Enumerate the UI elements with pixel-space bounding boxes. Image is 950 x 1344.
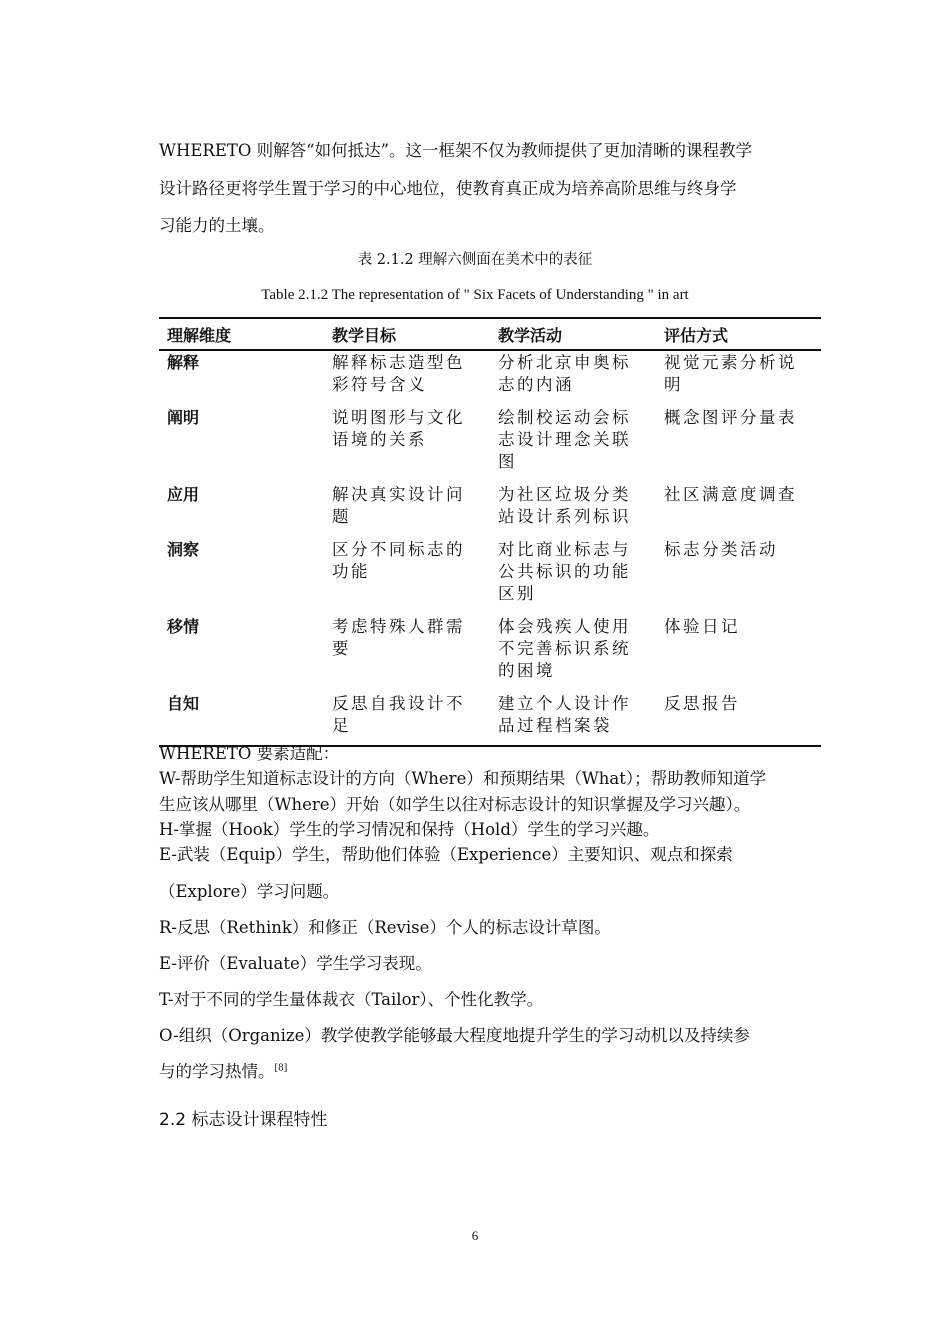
- intro-line-3: 习能力的土壤。: [159, 216, 275, 235]
- intro-line-2: 设计路径更将学生置于学习的中心地位，使教育真正成为培养高阶思维与终身学: [159, 179, 737, 198]
- cell-assessment: 社区满意度调查: [664, 485, 797, 504]
- header-activity: 教学活动: [490, 318, 656, 350]
- header-dimension: 理解维度: [159, 318, 324, 350]
- whereto-e1-line-2: （Explore）学习问题。: [159, 882, 340, 901]
- table-header-row: [159, 318, 821, 350]
- whereto-h-line: H-掌握（Hook）学生的学习情况和保持（Hold）学生的学习兴趣。: [159, 820, 660, 839]
- header-assessment: 评估方式: [656, 318, 821, 350]
- cell-activity: 体会残疾人使用不完善标识系统的困境: [498, 617, 631, 680]
- whereto-r-line: R-反思（Rethink）和修正（Revise）个人的标志设计草图。: [159, 918, 611, 937]
- page-number: 6: [471, 1228, 479, 1243]
- six-facets-table: [159, 317, 821, 747]
- whereto-o-line-2: 与的学习热情。: [159, 1062, 275, 1081]
- whereto-w-line-1: W-帮助学生知道标志设计的方向（Where）和预期结果（What）；帮助教师知道学: [159, 769, 767, 788]
- cell-goal: 考虑特殊人群需要: [332, 617, 465, 658]
- cell-dimension: 解释: [167, 353, 200, 372]
- whereto-w-line-2: 生应该从哪里（Where）开始（如学生以往对标志设计的知识掌握及学习兴趣）。: [159, 795, 751, 814]
- cell-dimension: 阐明: [167, 408, 200, 427]
- cell-activity: 绘制校运动会标志设计理念关联图: [498, 408, 631, 471]
- section-heading: 2.2 标志设计课程特性: [159, 1110, 328, 1130]
- cell-assessment: 反思报告: [656, 692, 821, 746]
- whereto-e2-line: E-评价（Evaluate）学生学习表现。: [159, 954, 432, 973]
- citation-ref[interactable]: [8]: [274, 1063, 288, 1074]
- cell-dimension: 应用: [167, 485, 200, 504]
- cell-assessment: 概念图评分量表: [664, 408, 797, 427]
- table-row: [159, 406, 821, 483]
- cell-activity: 对比商业标志与公共标识的功能区别: [498, 540, 631, 603]
- table-row: [159, 692, 821, 746]
- table-row: [159, 538, 821, 615]
- whereto-o-line-2-wrap: [159, 1062, 839, 1082]
- cell-assessment: 体验日记: [664, 617, 740, 636]
- cell-dimension: 自知: [159, 692, 324, 746]
- cell-activity: 分析北京申奥标志的内涵: [498, 353, 631, 394]
- cell-activity: 为社区垃圾分类站设计系列标识: [498, 485, 631, 526]
- cell-dimension: 移情: [167, 617, 200, 636]
- table-row: [159, 615, 821, 692]
- whereto-t-line: T-对于不同的学生量体裁衣（Tailor）、个性化教学。: [159, 990, 544, 1009]
- whereto-e1-line-1: E-武装（Equip）学生，帮助他们体验（Experience）主要知识、观点和探索: [159, 845, 733, 864]
- table-row: [159, 350, 821, 406]
- table-row: [159, 483, 821, 538]
- cell-goal: 说明图形与文化语境的关系: [332, 408, 465, 449]
- intro-line-1: WHERETO 则解答“如何抵达”。这一框架不仅为教师提供了更加清晰的课程教学: [159, 141, 753, 160]
- whereto-o-line-1: O-组织（Organize）教学使教学能够最大程度地提升学生的学习动机以及持续参: [159, 1026, 750, 1045]
- whereto-intro: WHERETO 要素适配：: [159, 744, 340, 763]
- cell-dimension: 洞察: [167, 540, 200, 559]
- cell-goal: 解释标志造型色彩符号含义: [332, 353, 465, 394]
- cell-goal: 区分不同标志的功能: [332, 540, 465, 581]
- cell-goal: 反思自我设计不足: [324, 692, 490, 746]
- cell-assessment: 视觉元素分析说明: [664, 353, 797, 394]
- table-caption-zh: 表 2.1.2 理解六侧面在美术中的表征: [357, 252, 593, 268]
- cell-goal: 解决真实设计问题: [332, 485, 465, 526]
- cell-assessment: 标志分类活动: [664, 540, 778, 559]
- cell-activity: 建立个人设计作品过程档案袋: [490, 692, 656, 746]
- table-caption-en: Table 2.1.2 The representation of " Six Facets of Understanding " in art: [261, 287, 689, 303]
- header-goal: 教学目标: [324, 318, 490, 350]
